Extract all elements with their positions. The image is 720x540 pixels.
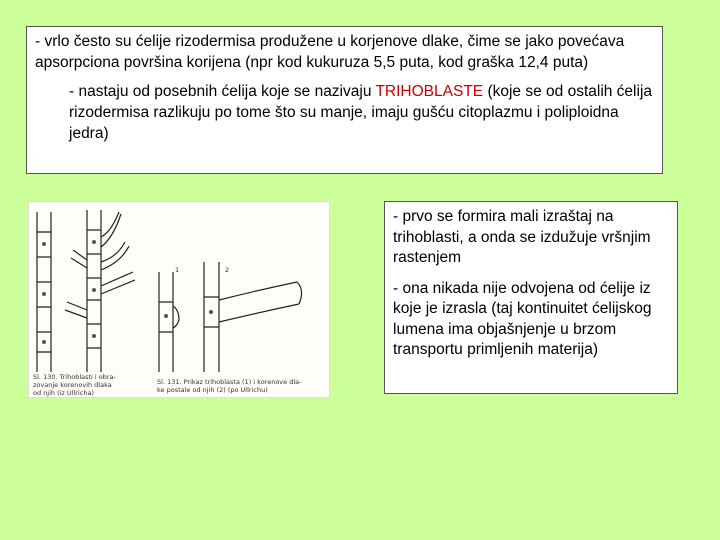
root-hair-illustration: [29, 202, 329, 397]
trichoblast-term: TRIHOBLASTE: [375, 83, 484, 100]
paragraph-root-hairs: - vrlo često su ćelije rizodermisa produžene u korjenove dlake, čime se jako povećava apsorpciona površina korijena (npr kod kukuruza 5,5 puta, kod graška 12,4 puta): [35, 33, 625, 71]
caption-right-line2: ke postale od njih (2) (po Ullrichu): [157, 386, 268, 394]
trichoblast-text-end: (koje se od ostalih ćelija rizodermisa razlikuju po tome što su manje, imaju gušću citoplazmu i poliploidna jedra): [69, 83, 653, 142]
paragraph-trichoblasts: [35, 81, 654, 144]
caption-right-line1: Sl. 131. Prikaz trihoblasta (1) i korenove dla-: [157, 378, 302, 386]
caption-left-line3: od njih (iz Ullricha): [33, 389, 94, 397]
caption-left-line2: zovanje korenovih dlaka: [33, 381, 112, 389]
right-text-box: [384, 201, 678, 394]
figure-label-1: 1: [175, 266, 180, 274]
paragraph-continuity: - ona nikada nije odvojena od ćelije iz koje je izrasla (taj kontinuitet ćelijskog lumena ima objašnjenje u brzom transportu primljenih materija): [393, 279, 652, 358]
figure-label-2: 2: [225, 266, 230, 274]
trichoblast-text-start: - nastaju od posebnih ćelija koje se nazivaju: [69, 83, 376, 100]
root-hair-figure: [28, 201, 330, 398]
caption-left-line1: Sl. 130. Trihoblasti i obra-: [33, 373, 116, 381]
paragraph-growth: - prvo se formira mali izraštaj na trihoblasti, a onda se izdužuje vršnjim rastenjem: [393, 208, 651, 266]
top-text-box: [26, 26, 663, 174]
